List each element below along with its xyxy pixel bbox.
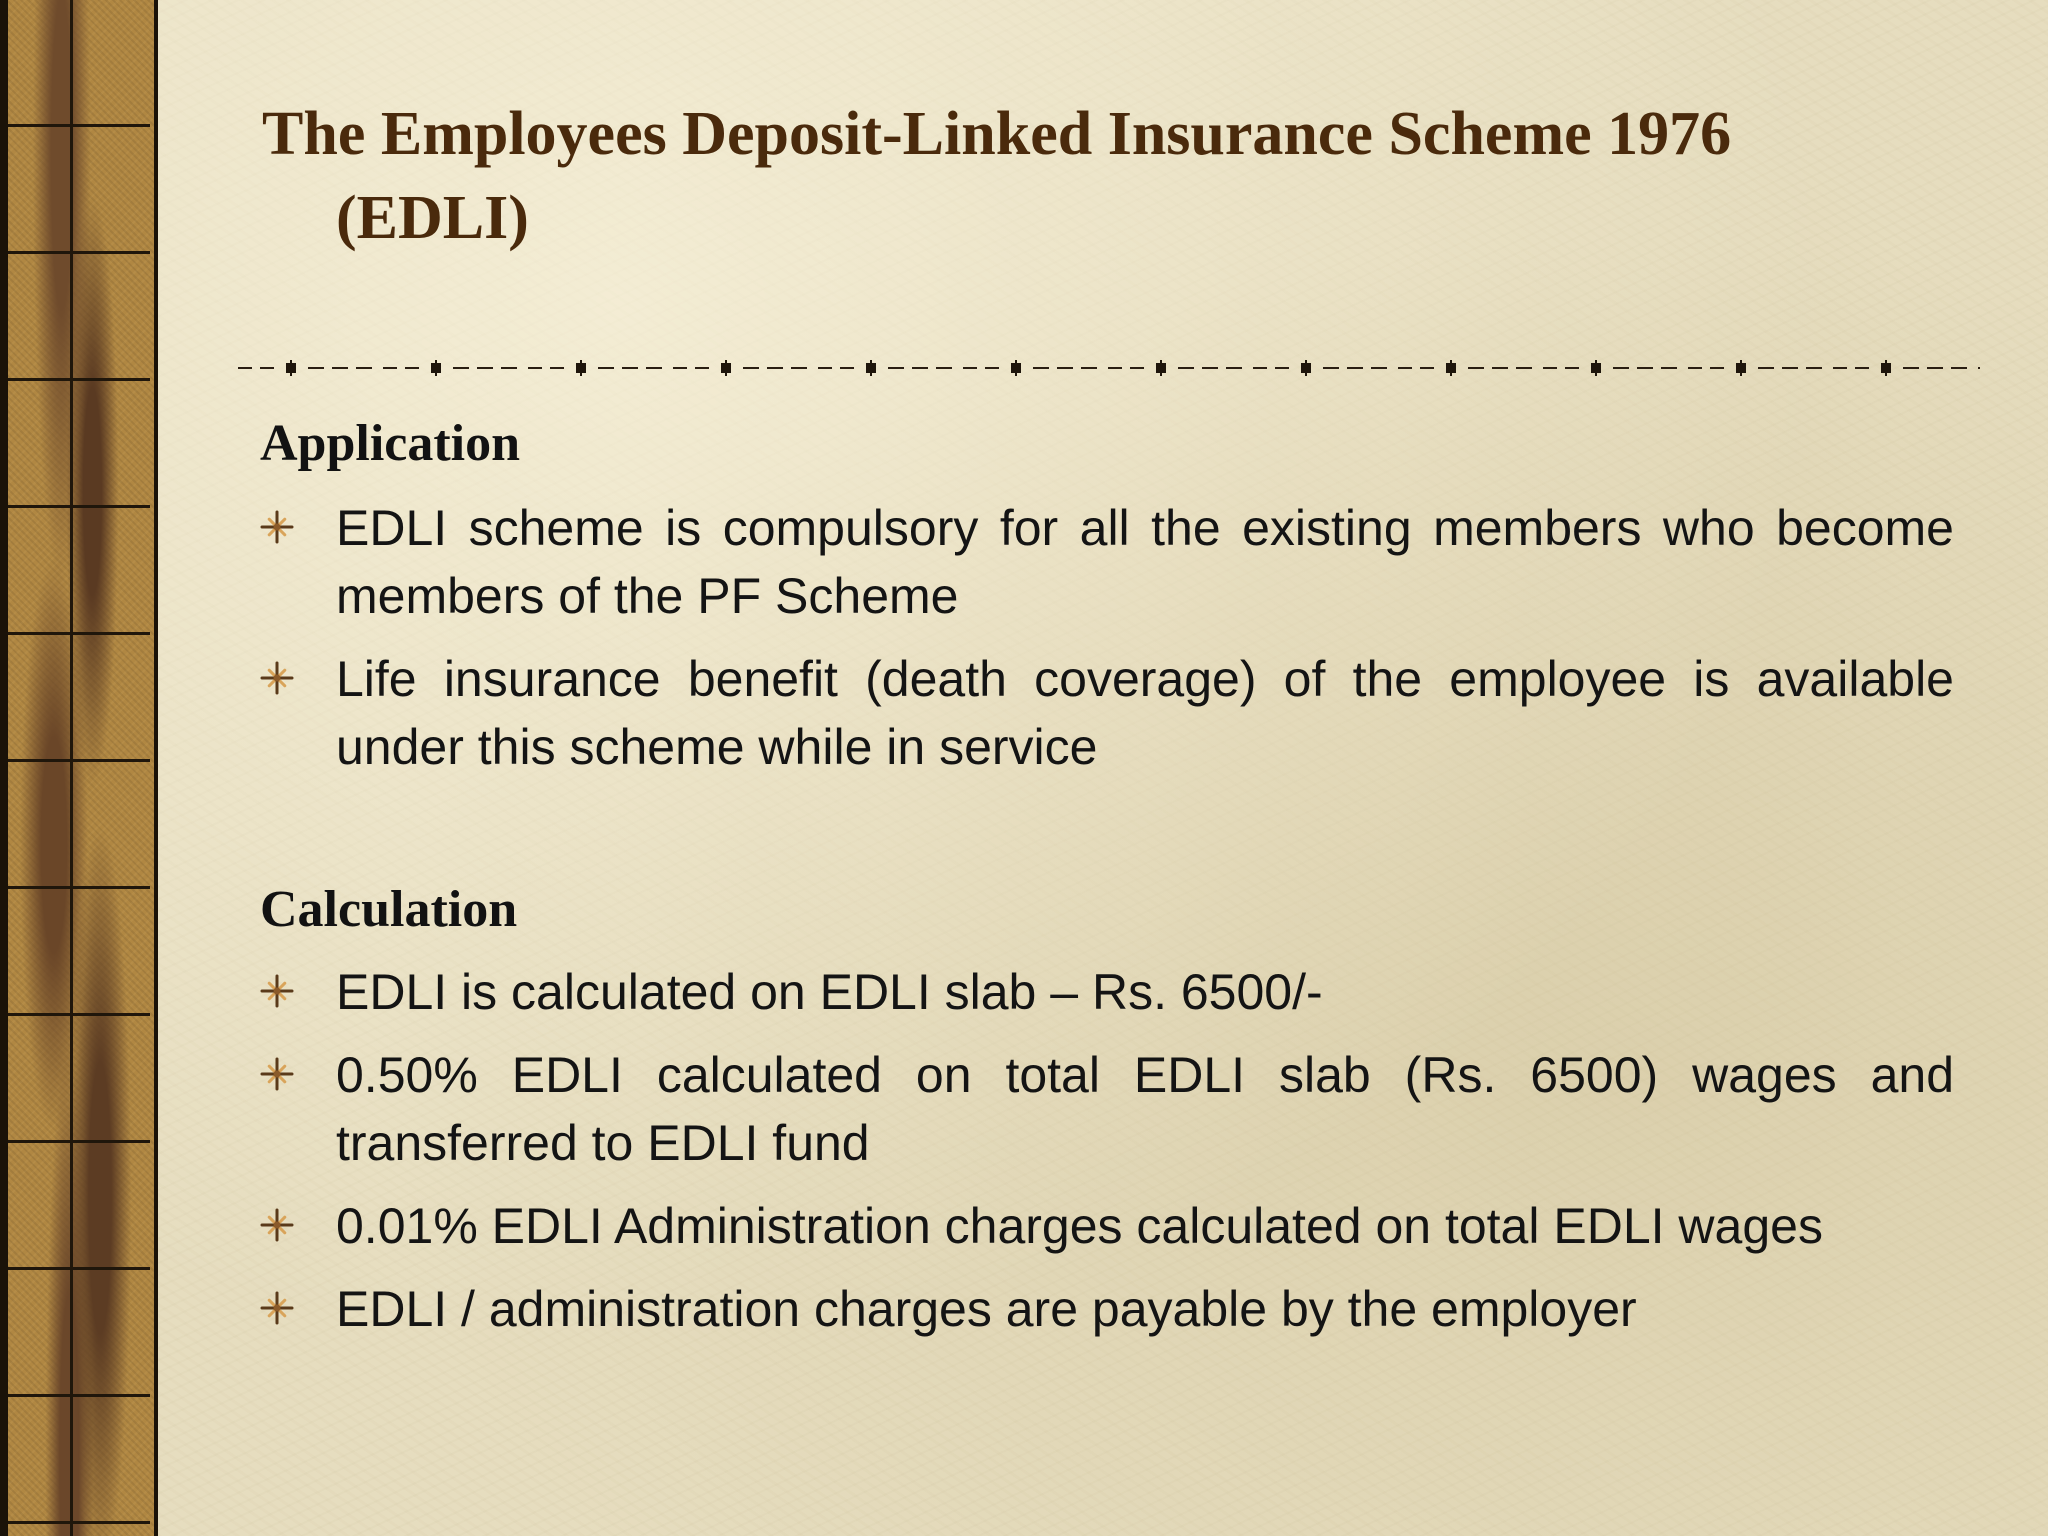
bullet-text: 0.01% EDLI Administration charges calculated on total EDLI wages	[336, 1198, 1823, 1254]
starburst-bullet-icon	[260, 974, 294, 1008]
bullet-text: EDLI / administration charges are payable by the employer	[336, 1281, 1637, 1337]
title-line-1: The Employees Deposit-Linked Insurance Scheme 1976	[262, 100, 1732, 168]
list-item	[260, 958, 1954, 1026]
list-item	[260, 1192, 1954, 1260]
slide-title	[262, 92, 1982, 260]
list-item	[260, 1275, 1954, 1343]
starburst-bullet-icon	[260, 1291, 294, 1325]
calculation-bullet-list	[260, 958, 1954, 1358]
bullet-text: EDLI is calculated on EDLI slab – Rs. 6500/-	[336, 964, 1323, 1020]
starburst-bullet-icon	[260, 661, 294, 695]
bullet-text: 0.50% EDLI calculated on total EDLI slab (Rs. 6500) wages and transferred to EDLI fund	[336, 1047, 1954, 1171]
application-bullet-list	[260, 494, 1954, 796]
starburst-bullet-icon	[260, 510, 294, 544]
starburst-bullet-icon	[260, 1057, 294, 1091]
bullet-text: EDLI scheme is compulsory for all the existing members who become members of the PF Scheme	[336, 500, 1954, 624]
dash-dot-divider	[238, 360, 1980, 376]
bullet-text: Life insurance benefit (death coverage) of the employee is available under this scheme while in service	[336, 651, 1954, 775]
calculation-heading: Calculation	[260, 881, 518, 938]
application-heading: Application	[260, 415, 521, 472]
title-line-2: (EDLI)	[336, 184, 529, 252]
list-item	[260, 1041, 1954, 1177]
starburst-bullet-icon	[260, 1208, 294, 1242]
list-item	[260, 494, 1954, 630]
list-item	[260, 645, 1954, 781]
